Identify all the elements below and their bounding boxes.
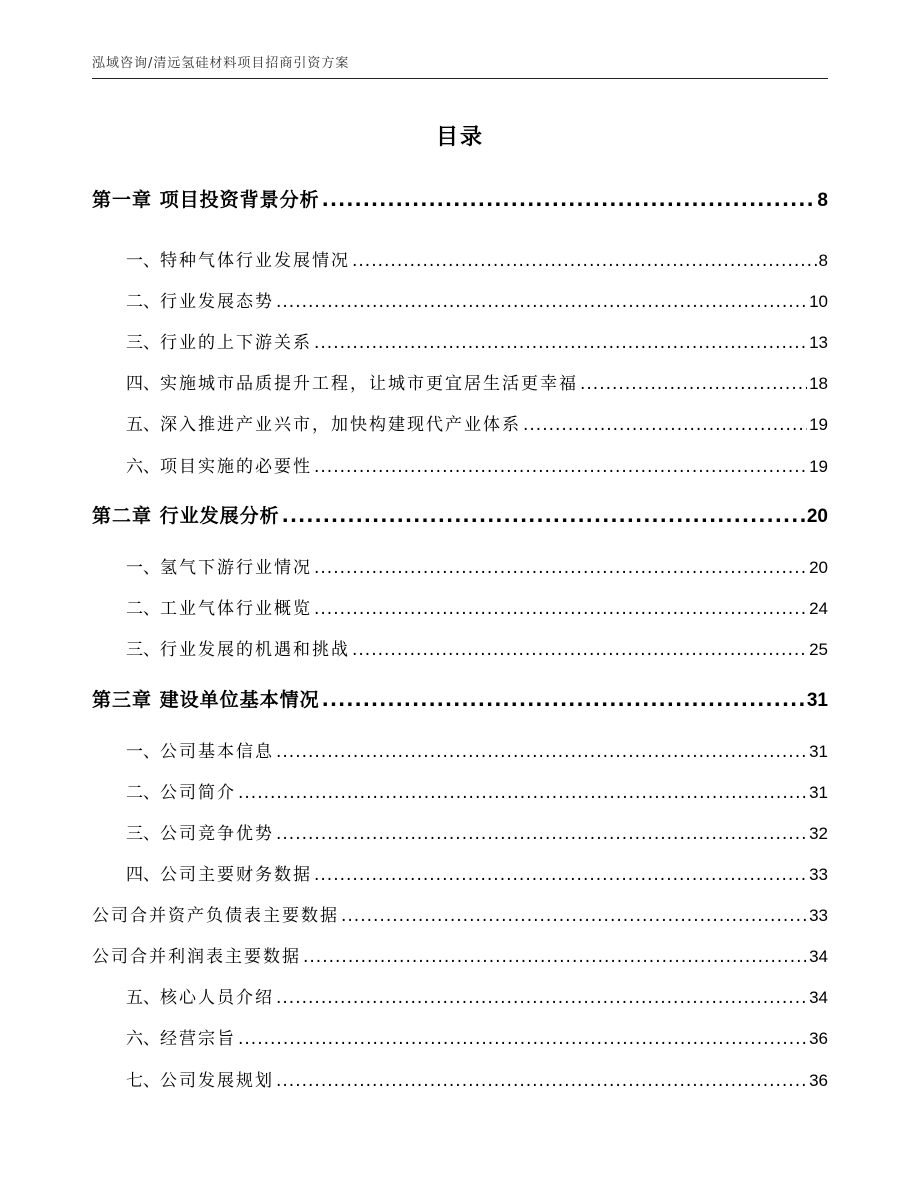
toc-entry-number: 五、 <box>126 415 160 435</box>
toc-entry-label: 实施城市品质提升工程，让城市更宜居生活更幸福 <box>160 374 578 394</box>
toc-entry-number: 一、 <box>126 558 160 578</box>
toc-entry-number: 三、 <box>126 640 160 660</box>
toc-page-number: 19 <box>809 457 828 476</box>
toc-dot-leader <box>314 457 807 477</box>
toc-dot-leader <box>322 689 805 711</box>
toc-entry-label: 核心人员介绍 <box>160 988 274 1008</box>
toc-entry-label: 公司简介 <box>160 783 236 803</box>
toc-page-number: 25 <box>809 640 828 659</box>
toc-entry-number: 一、 <box>126 742 160 762</box>
toc-dot-leader <box>352 251 817 271</box>
toc-entry-label: 公司基本信息 <box>160 742 274 762</box>
toc-dot-leader <box>238 783 807 803</box>
toc-page-number: 31 <box>806 690 828 711</box>
toc-entry-number: 四、 <box>126 865 160 885</box>
toc-entry-number: 一、 <box>126 251 160 271</box>
toc-entry-label: 氢气下游行业情况 <box>160 558 312 578</box>
toc-section-entry[interactable] <box>126 860 828 885</box>
toc-section-entry[interactable] <box>126 594 828 619</box>
toc-dot-leader <box>276 1071 807 1091</box>
toc-dot-leader <box>276 824 807 844</box>
toc-page-number: 18 <box>809 374 828 393</box>
toc-entry-number: 七、 <box>126 1071 160 1091</box>
toc-page-number: 19 <box>809 415 828 434</box>
toc-entry-label: 工业气体行业概览 <box>160 599 312 619</box>
toc-entry-number: 二、 <box>126 292 160 312</box>
toc-page-number: 31 <box>809 742 828 761</box>
toc-page-number: 8 <box>817 190 828 211</box>
toc-dot-leader <box>341 906 807 926</box>
toc-dot-leader <box>238 1029 807 1049</box>
toc-entry-label: 公司合并利润表主要数据 <box>92 947 301 967</box>
toc-section-entry[interactable] <box>92 901 828 926</box>
toc-entry-number: 三、 <box>126 824 160 844</box>
toc-page-number: 34 <box>809 988 828 1007</box>
toc-dot-leader <box>282 505 805 527</box>
toc-page-number: 13 <box>809 333 828 352</box>
toc-dot-leader <box>303 947 807 967</box>
toc-entry-label: 公司主要财务数据 <box>160 865 312 885</box>
toc-entry-label: 项目实施的必要性 <box>160 457 312 477</box>
toc-section-entry[interactable] <box>126 778 828 803</box>
toc-entry-number: 五、 <box>126 988 160 1008</box>
toc-section-entry[interactable] <box>92 942 828 967</box>
toc-page-number: 20 <box>806 506 828 527</box>
toc-dot-leader <box>276 988 807 1008</box>
toc-section-entry[interactable] <box>126 246 828 271</box>
toc-entry-number: 三、 <box>126 333 160 353</box>
running-header: 泓域咨询/清远氢硅材料项目招商引资方案 <box>92 56 350 71</box>
toc-page-number: 10 <box>809 292 828 311</box>
toc-section-entry[interactable] <box>126 410 828 435</box>
toc-page-number: 24 <box>809 599 828 618</box>
toc-entry-label: 公司合并资产负债表主要数据 <box>92 906 339 926</box>
toc-title: 目录 <box>435 125 484 150</box>
toc-page-number: 36 <box>809 1071 828 1090</box>
toc-entry-label: 第二章 行业发展分析 <box>92 505 280 527</box>
toc-dot-leader <box>314 558 807 578</box>
toc-section-entry[interactable] <box>126 1066 828 1091</box>
toc-chapter-entry[interactable] <box>92 685 828 712</box>
toc-entry-number: 六、 <box>126 1029 160 1049</box>
toc-section-entry[interactable] <box>126 553 828 578</box>
toc-section-entry[interactable] <box>126 635 828 660</box>
toc-page-number: 20 <box>809 558 828 577</box>
toc-entry-label: 经营宗旨 <box>160 1029 236 1049</box>
toc-page-number: 31 <box>809 783 828 802</box>
toc-section-entry[interactable] <box>126 287 828 312</box>
toc-dot-leader <box>314 333 807 353</box>
toc-section-entry[interactable] <box>126 452 828 477</box>
toc-chapter-entry[interactable] <box>92 185 828 212</box>
toc-entry-number: 二、 <box>126 599 160 619</box>
toc-dot-leader <box>276 742 807 762</box>
toc-section-entry[interactable] <box>126 369 828 394</box>
toc-dot-leader <box>322 189 816 211</box>
toc-page-number: 36 <box>809 1029 828 1048</box>
toc-page-number: 33 <box>809 906 828 925</box>
toc-entry-label: 公司竞争优势 <box>160 824 274 844</box>
toc-dot-leader <box>523 415 807 435</box>
toc-dot-leader <box>580 374 807 394</box>
toc-entry-label: 第三章 建设单位基本情况 <box>92 689 320 711</box>
toc-entry-label: 行业发展态势 <box>160 292 274 312</box>
toc-dot-leader <box>314 599 807 619</box>
toc-entry-label: 第一章 项目投资背景分析 <box>92 189 320 211</box>
toc-page-number: 34 <box>809 947 828 966</box>
toc-entry-number: 四、 <box>126 374 160 394</box>
toc-section-entry[interactable] <box>126 328 828 353</box>
toc-section-entry[interactable] <box>126 983 828 1008</box>
toc-dot-leader <box>314 865 807 885</box>
toc-entry-number: 二、 <box>126 783 160 803</box>
toc-section-entry[interactable] <box>126 737 828 762</box>
toc-page-number: 33 <box>809 865 828 884</box>
toc-entry-label: 深入推进产业兴市，加快构建现代产业体系 <box>160 415 521 435</box>
toc-section-entry[interactable] <box>126 1024 828 1049</box>
toc-page-number: 8 <box>818 251 828 270</box>
toc-entry-label: 特种气体行业发展情况 <box>160 251 350 271</box>
toc-chapter-entry[interactable] <box>92 501 828 528</box>
toc-dot-leader <box>276 292 807 312</box>
toc-entry-label: 行业发展的机遇和挑战 <box>160 640 350 660</box>
toc-entry-number: 六、 <box>126 457 160 477</box>
toc-entry-label: 行业的上下游关系 <box>160 333 312 353</box>
toc-section-entry[interactable] <box>126 819 828 844</box>
toc-dot-leader <box>352 640 807 660</box>
toc-page-number: 32 <box>809 824 828 843</box>
toc-entry-label: 公司发展规划 <box>160 1071 274 1091</box>
